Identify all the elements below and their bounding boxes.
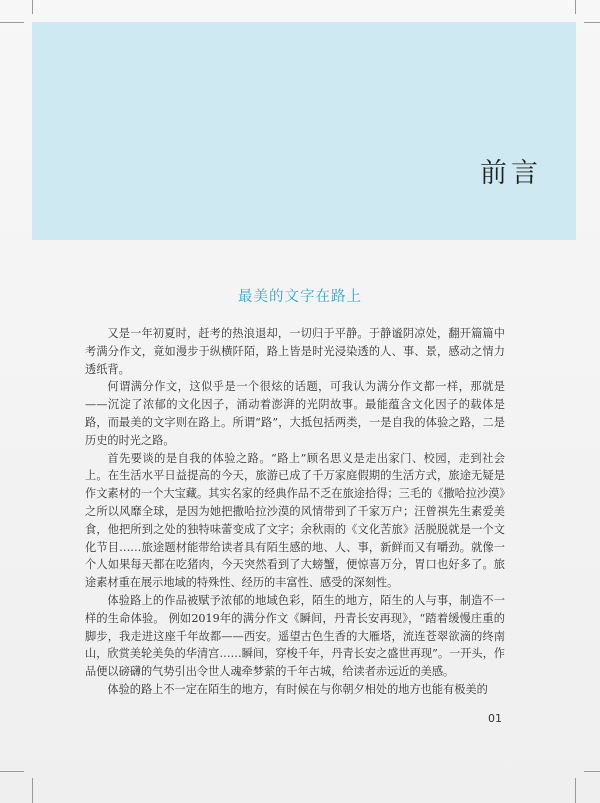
article-title: 最美的文字在路上: [238, 289, 362, 305]
paragraph: 体验的路上不一定在陌生的地方，有时候在与你朝夕相处的地方也能有极美的: [107, 682, 488, 696]
crop-mark: [0, 771, 24, 772]
paragraph: 又是一年初夏时，赶考的热浪退却，一切归于平静。于静谧阴凉处，翻开篇篇中考满分作文，竟如漫步于纵横阡陌，路上皆是时光浸染透的人、事、景，感动之情力透纸背。: [85, 327, 505, 376]
paragraph: 体验路上的作品被赋予浓郁的地域色彩，陌生的地方，陌生的人与事，制造不一样的生命体验。 例如2019年的满分作文《瞬间，丹青长安再现》，“踏着缓慢庄重的脚步，我走进这座千年故都——西安。遥望古色生香的大雁塔，流连苍翠欲滴的终南山，欣赏美轮美奂的华清宫……瞬间，穿梭千年，丹青长安之盛世再现”。一开头，作品便以磅礴的气势引出令世人魂牵梦萦的千年古城，给读者赤远近的美感。: [85, 593, 505, 679]
header-band: [32, 22, 576, 240]
article-body: [85, 325, 505, 699]
crop-mark: [575, 778, 576, 803]
crop-mark: [32, 0, 33, 14]
crop-mark: [0, 22, 24, 23]
crop-mark: [584, 771, 600, 772]
crop-mark: [584, 22, 600, 23]
paragraph: 首先要谈的是自我的体验之路。“路上”顾名思义是走出家门、校园，走到社会上。在生活水平日益提高的今天，旅游已成了千万家庭假期的生活方式，旅途无疑是作文素材的一个大宝藏。其实名家的经典作品不乏在旅途拾得；三毛的《撒哈拉沙漠》之所以风靡全球，是因为她把撒哈拉沙漠的风情带到了千家万户；汪曾祺先生素爱美食，他把所到之处的独特味蕾变成了文字；余秋雨的《文化苦旅》活脱脱就是一个文化节目……旅途题材能带给读者具有陌生感的地、人、事，新鲜而又有嚼劲。就像一个人如果每天都在吃猪肉，今天突然看到了大螃蟹，便惊喜万分，胃口也好多了。旅途素材重在展示地域的特殊性、经历的丰富性、感受的深刻性。: [85, 451, 505, 590]
paragraph: 何谓满分作文，这似乎是一个很炫的话题，可我认为满分作文都一样，那就是——沉淀了浓郁的文化因子，涌动着澎湃的光阴故事。最能蕴含文化因子的载体是路，而最美的文字则在路上。所谓“路”，大抵包括两类，一是自我的体验之路，二是历史的时光之路。: [85, 380, 505, 447]
page-number: 01: [488, 712, 502, 725]
crop-mark: [32, 778, 33, 803]
crop-mark: [575, 0, 576, 14]
chapter-title: 前言: [480, 158, 542, 189]
